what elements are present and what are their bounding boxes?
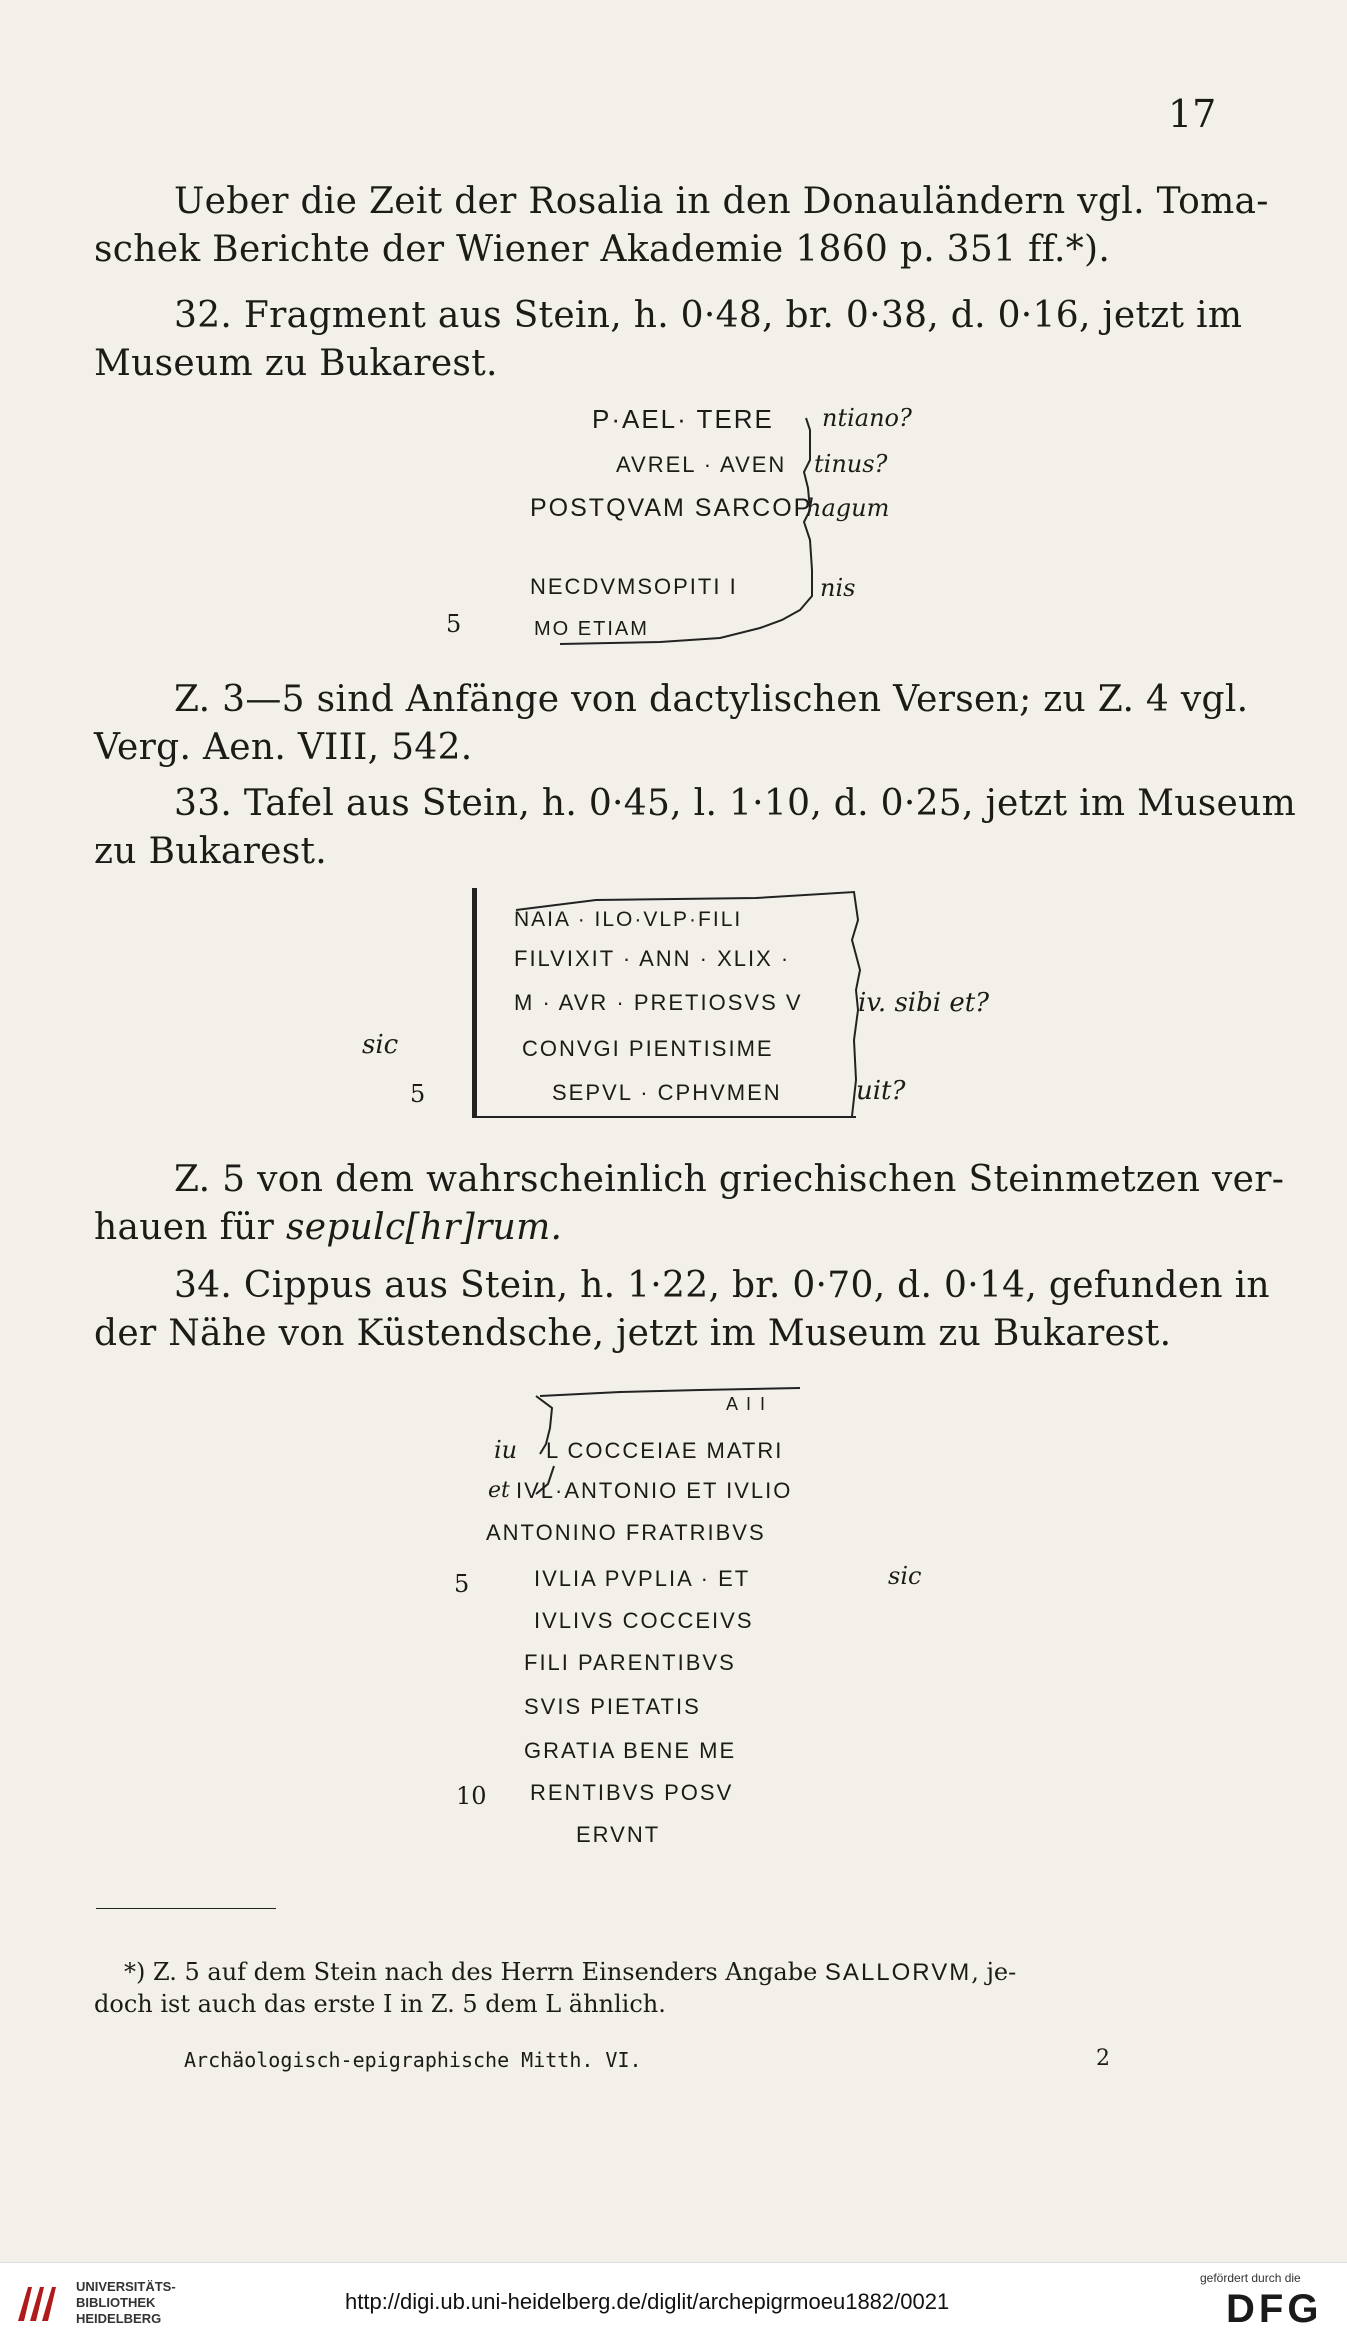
insc32-line-2: AVREL · AVEN xyxy=(616,452,787,477)
item-32-line-1: 32. Fragment aus Stein, h. 0·48, br. 0·38, d. 0·16, jetzt im xyxy=(174,295,1243,336)
intro-line-1: Ueber die Zeit der Rosalia in den Donauländern vgl. Toma- xyxy=(174,181,1269,222)
insc32-line-number: 5 xyxy=(446,610,462,638)
signature-right: 2 xyxy=(1096,2046,1110,2071)
insc34-prefix-1: iu xyxy=(494,1436,518,1464)
item-33-line-1: 33. Tafel aus Stein, h. 0·45, l. 1·10, d. 0·25, jetzt im Museum xyxy=(174,783,1297,824)
note-33-line-1: Z. 5 von dem wahrscheinlich griechischen Steinmetzen ver- xyxy=(174,1159,1285,1200)
footer-bar xyxy=(0,2262,1347,2343)
insc34-line-8: GRATIA BENE ME xyxy=(524,1738,737,1763)
library-name-3: HEIDELBERG xyxy=(76,2311,162,2326)
insc32-supp-2: tinus? xyxy=(814,450,888,478)
insc33-line-4: CONVGI PIENTISIME xyxy=(522,1036,774,1061)
footnote-text-a: *) Z. 5 auf dem Stein nach des Herrn Einsenders Angabe xyxy=(124,1958,825,1986)
library-logo-icon xyxy=(12,2277,64,2329)
page-number: 17 xyxy=(1168,92,1217,136)
insc34-line-6: FILI PARENTIBVS xyxy=(524,1650,736,1675)
note-33-italic: sepulc[hr]rum. xyxy=(285,1207,563,1248)
insc33-line-1: NAIA · ILO·VLP·FILI xyxy=(514,908,743,931)
insc33-line-number: 5 xyxy=(410,1080,426,1108)
insc32-line-5: MO ETIAM xyxy=(534,618,649,640)
item-34-line-1: 34. Cippus aus Stein, h. 1·22, br. 0·70, d. 0·14, gefunden in xyxy=(174,1265,1270,1306)
insc34-line-3: ANTONINO FRATRIBVS xyxy=(486,1520,766,1545)
signature-left: Archäologisch-epigraphische Mitth. VI. xyxy=(184,2048,642,2072)
insc34-line-10: ERVNT xyxy=(576,1822,661,1847)
insc34-prefix-2: et xyxy=(488,1478,510,1503)
insc32-line-3: POSTQVAM SARCOP xyxy=(530,494,813,522)
insc32-supp-1: ntiano? xyxy=(822,404,912,432)
library-name-2: BIBLIOTHEK xyxy=(76,2295,156,2310)
insc34-number-10: 10 xyxy=(456,1782,487,1810)
insc32-line-4: NECDVMSOPITI I xyxy=(530,574,738,599)
note-32-line-1: Z. 3—5 sind Anfänge von dactylischen Versen; zu Z. 4 vgl. xyxy=(174,679,1249,720)
insc34-line-1: L COCCEIAE MATRI xyxy=(546,1438,784,1463)
note-32-line-2: Verg. Aen. VIII, 542. xyxy=(94,727,473,768)
footnote-text-c: , je- xyxy=(971,1958,1017,1986)
item-34-line-2: der Nähe von Küstendsche, jetzt im Museum zu Bukarest. xyxy=(94,1313,1172,1354)
insc34-number-5: 5 xyxy=(454,1570,470,1598)
item-32-line-2: Museum zu Bukarest. xyxy=(94,343,498,384)
insc33-sic: sic xyxy=(362,1030,399,1060)
note-33-text: hauen für xyxy=(94,1207,286,1248)
footer-url[interactable]: http://digi.ub.uni-heidelberg.de/diglit/archepigrmoeu1882/0021 xyxy=(345,2289,950,2314)
insc34-sic: sic xyxy=(888,1562,922,1590)
footnote-caps: SALLORVM xyxy=(824,1959,972,1986)
insc34-line-7: SVIS PIETATIS xyxy=(524,1694,701,1719)
insc34-top-letters: A I I xyxy=(726,1394,768,1414)
insc32-supp-3: hagum xyxy=(806,494,890,522)
item-33-line-2: zu Bukarest. xyxy=(94,831,328,872)
insc34-line-5: IVLIVS COCCEIVS xyxy=(534,1608,754,1633)
library-name-1: UNIVERSITÄTS- xyxy=(76,2279,176,2294)
note-33-line-2 xyxy=(94,1204,562,1252)
dfg-logo: DFG xyxy=(1226,2287,1323,2331)
footnote-rule xyxy=(96,1908,276,1909)
footnote-line-1 xyxy=(124,1956,1016,1989)
insc33-line-2: FILVIXIT · ANN · XLIX · xyxy=(514,946,791,971)
insc34-line-2: IVL·ANTONIO ET IVLIO xyxy=(516,1478,793,1503)
insc33-supp-5: uit? xyxy=(856,1076,906,1106)
insc32-line-1: P·AEL· TERE xyxy=(592,404,774,434)
intro-line-2: schek Berichte der Wiener Akademie 1860 p. 351 ff.*). xyxy=(94,229,1111,270)
insc33-line-5: SEPVL · CPHVMEN xyxy=(552,1080,782,1105)
funded-by: gefördert durch die xyxy=(1200,2271,1301,2285)
footnote-line-2: doch ist auch das erste I in Z. 5 dem L ähnlich. xyxy=(94,1990,666,2018)
insc34-line-9: RENTIBVS POSV xyxy=(530,1780,734,1805)
insc33-line-3: M · AVR · PRETIOSVS V xyxy=(514,990,803,1015)
insc33-supp-3: iv. sibi et? xyxy=(858,988,990,1018)
insc34-line-4: IVLIA PVPLIA · ET xyxy=(534,1566,751,1591)
insc32-break-edge xyxy=(520,400,840,650)
insc32-supp-4: nis xyxy=(820,574,856,602)
